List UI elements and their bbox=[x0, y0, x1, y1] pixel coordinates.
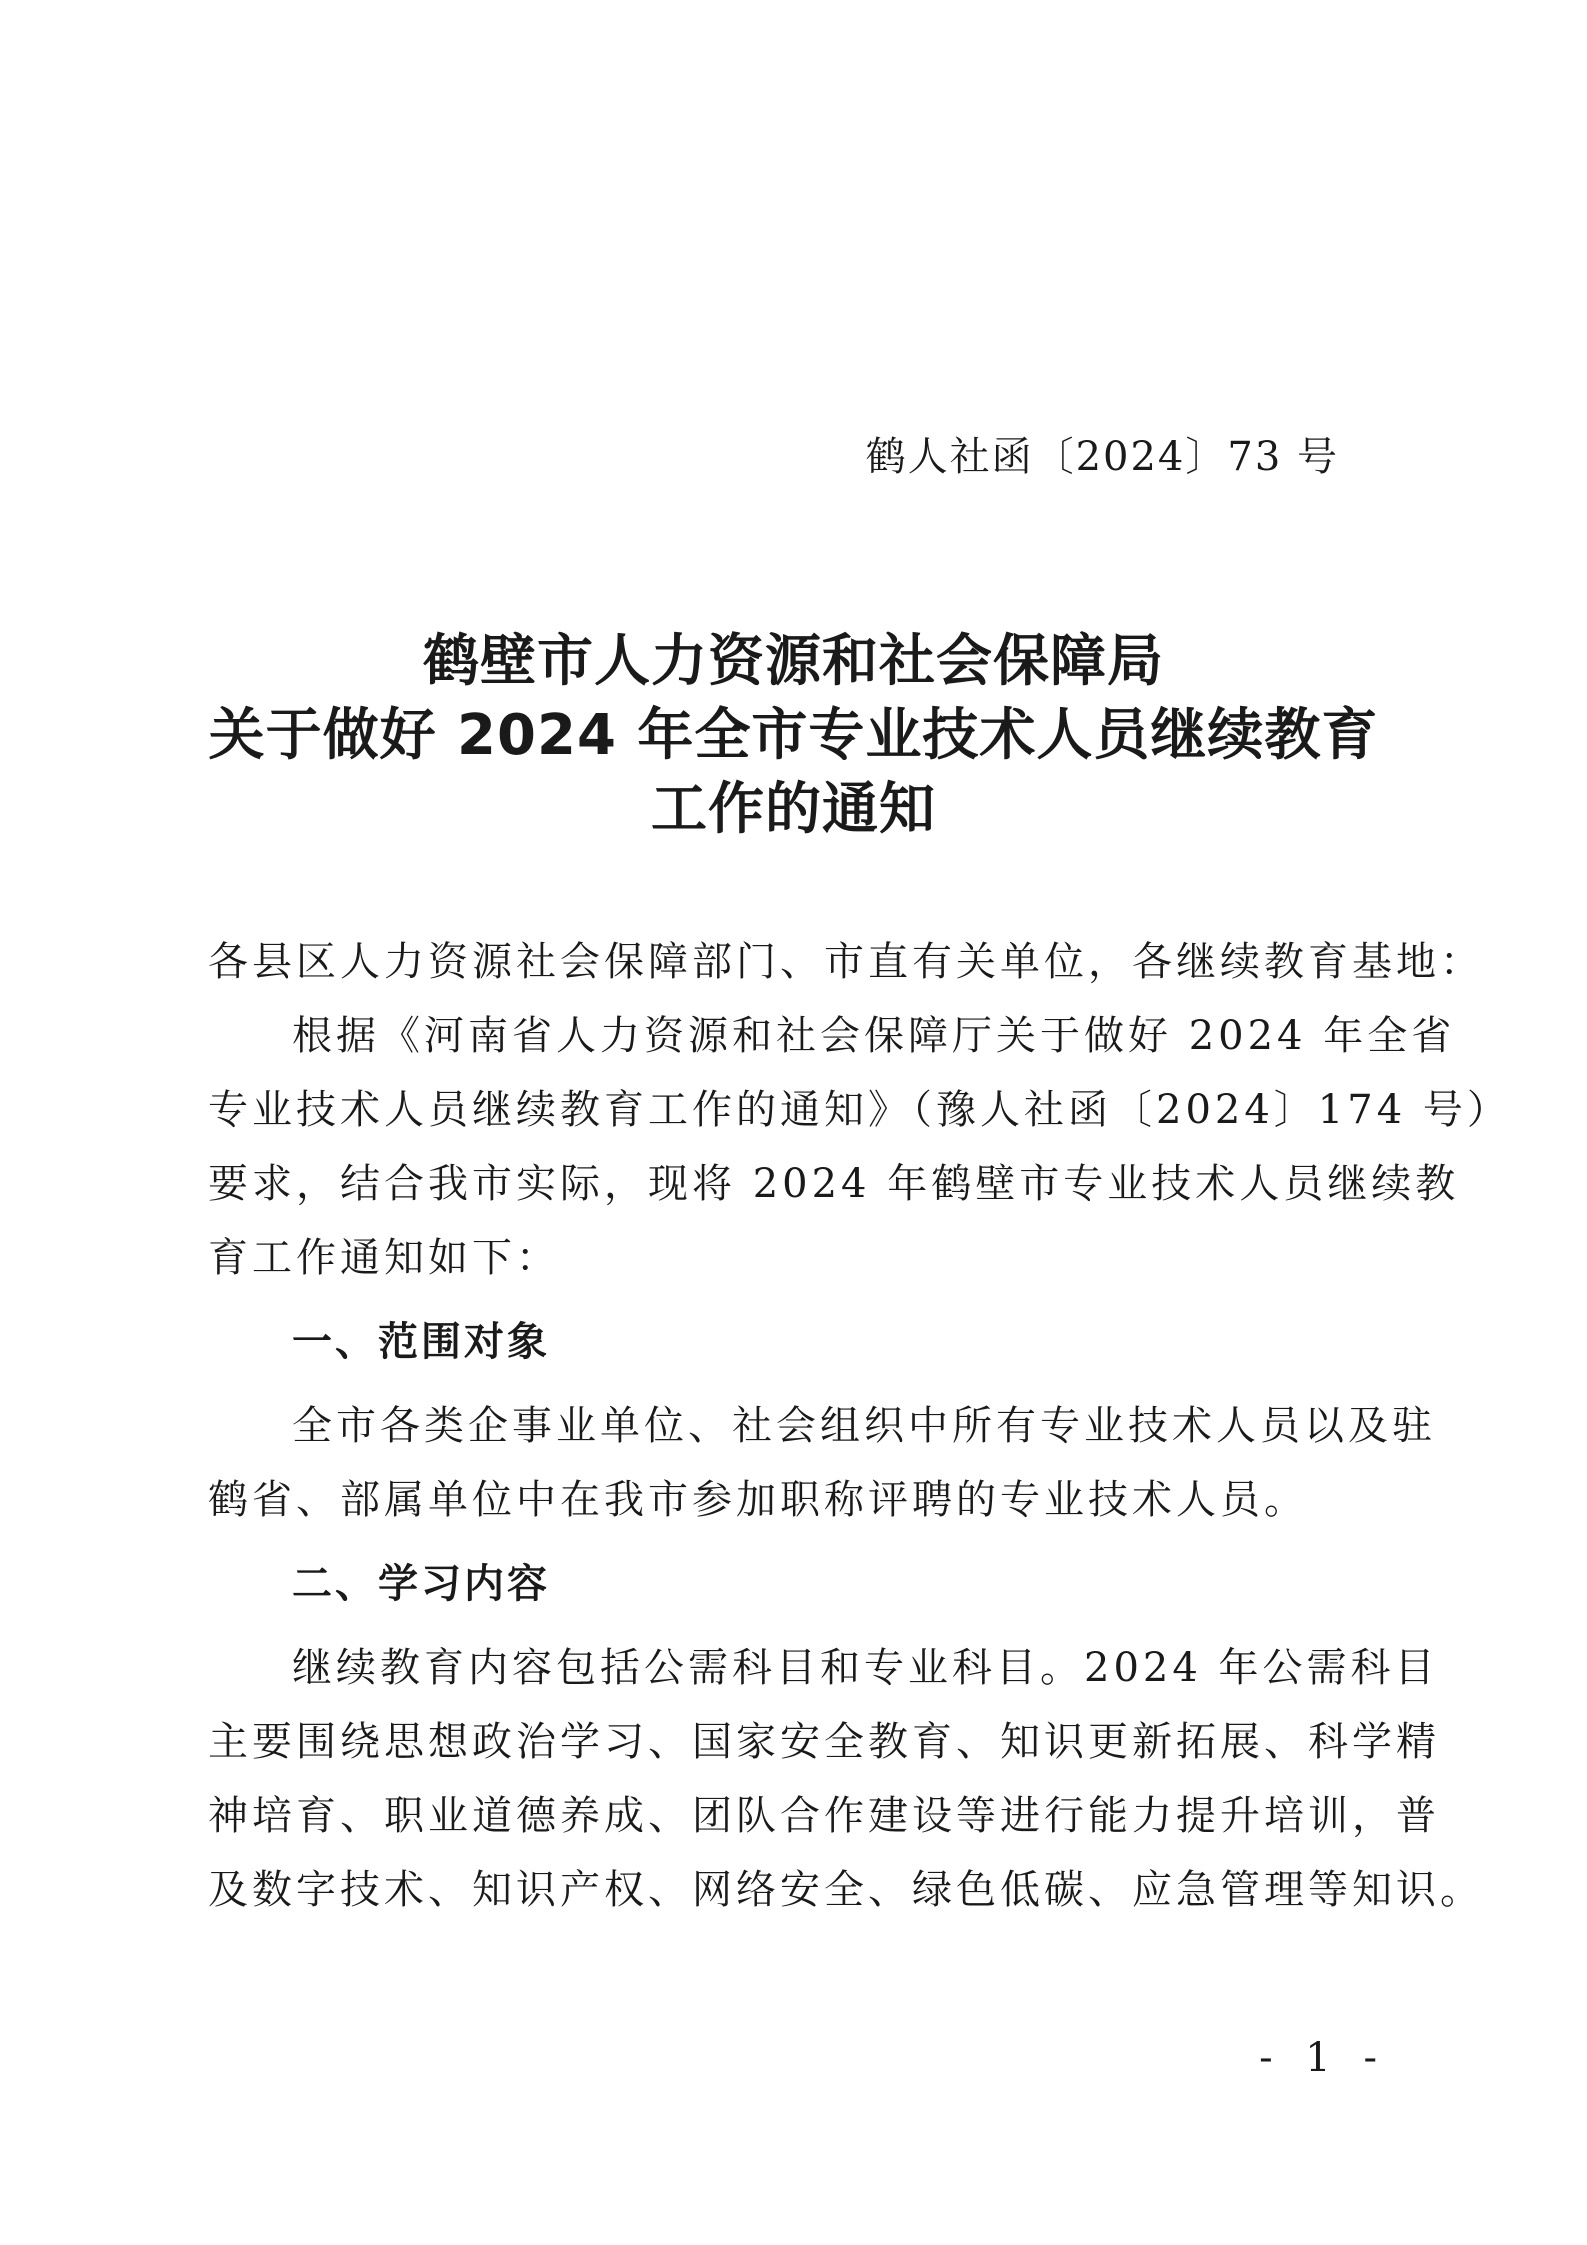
title-line-2: 关于做好 2024 年全市专业技术人员继续教育 bbox=[208, 703, 1379, 768]
intro-line-4: 育工作通知如下： bbox=[208, 1235, 560, 1281]
document-title bbox=[0, 625, 1587, 847]
page-number: - 1 - bbox=[1259, 2035, 1387, 2081]
document-body bbox=[208, 925, 1511, 1927]
scope-line-2: 鹤省、部属单位中在我市参加职称评聘的专业技术人员。 bbox=[208, 1477, 1308, 1523]
intro-line-2: 专业技术人员继续教育工作的通知》（豫人社函〔2024〕174 号） bbox=[208, 1087, 1511, 1133]
intro-line-3: 要求，结合我市实际，现将 2024 年鹤壁市专业技术人员继续教 bbox=[208, 1161, 1460, 1207]
content-line-2: 主要围绕思想政治学习、国家安全教育、知识更新拓展、科学精 bbox=[208, 1719, 1440, 1765]
section-heading-scope: 一、范围对象 bbox=[292, 1319, 550, 1365]
scope-line-1: 全市各类企事业单位、社会组织中所有专业技术人员以及驻 bbox=[292, 1403, 1436, 1449]
title-line-1: 鹤壁市人力资源和社会保障局 bbox=[423, 629, 1164, 694]
section-heading-content: 二、学习内容 bbox=[292, 1561, 550, 1607]
document-number: 鹤人社函〔2024〕73 号 bbox=[865, 434, 1339, 480]
content-line-4: 及数字技术、知识产权、网络安全、绿色低碳、应急管理等知识。 bbox=[208, 1867, 1484, 1913]
title-line-3: 工作的通知 bbox=[651, 777, 936, 842]
content-line-1: 继续教育内容包括公需科目和专业科目。2024 年公需科目 bbox=[292, 1645, 1439, 1691]
addressee: 各县区人力资源社会保障部门、市直有关单位，各继续教育基地： bbox=[208, 939, 1484, 985]
intro-line-1: 根据《河南省人力资源和社会保障厅关于做好 2024 年全省 bbox=[292, 1013, 1456, 1059]
content-line-3: 神培育、职业道德养成、团队合作建设等进行能力提升培训，普 bbox=[208, 1793, 1440, 1839]
